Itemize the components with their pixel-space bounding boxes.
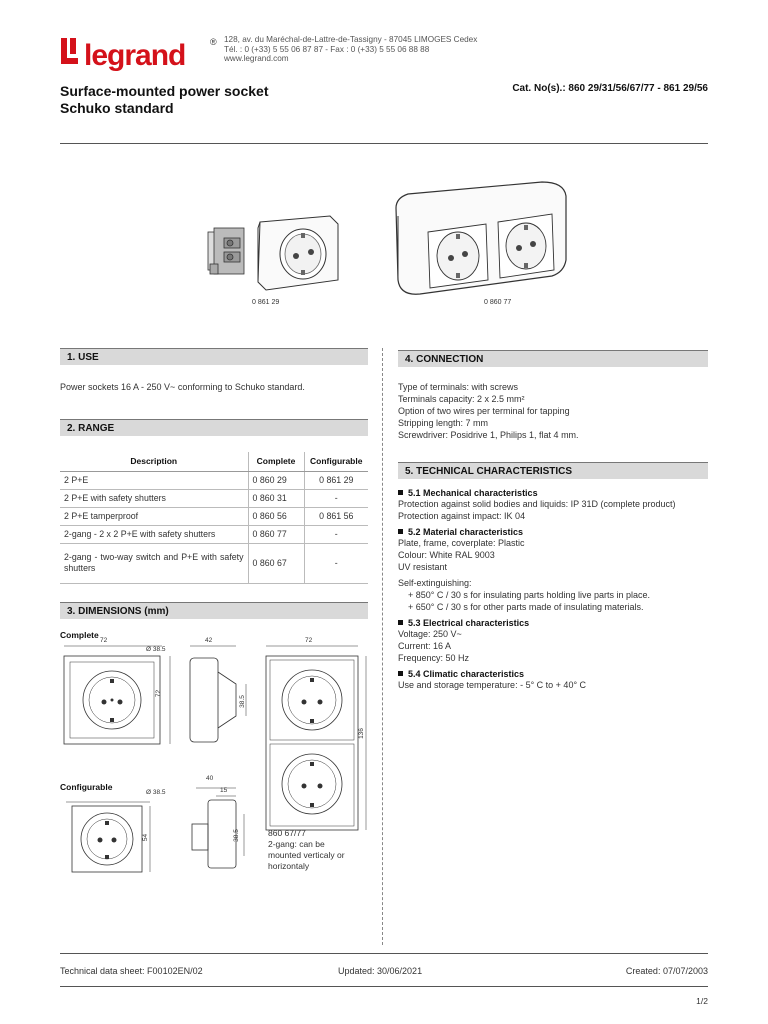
section-connection-heading: 4. CONNECTION — [398, 350, 708, 367]
technical-details — [398, 488, 708, 691]
table-row — [60, 525, 368, 543]
table-row — [60, 489, 368, 507]
dim-385-side: 38.5 — [238, 695, 246, 708]
title-line2: Schuko standard — [60, 100, 174, 116]
note-line: 2-gang: can be — [268, 839, 325, 849]
dim-diameter-complete: Ø 38.5 — [146, 646, 166, 653]
legrand-logo — [60, 34, 220, 74]
table-row — [60, 543, 368, 583]
row-configurable: 0 861 56 — [304, 507, 368, 525]
brand-wordmark: legrand — [84, 39, 186, 72]
footer-divider-bottom — [60, 986, 708, 987]
material-line: Colour: White RAL 9003 — [398, 550, 495, 560]
note-line: 860 67/77 — [268, 828, 306, 838]
electrical-subheading — [398, 618, 708, 628]
material-line: Plate, frame, coverplate: Plastic — [398, 538, 525, 548]
note-line: horizontaly — [268, 861, 310, 871]
dim-height-complete: 72 — [155, 689, 163, 698]
product-image-double — [392, 180, 570, 298]
electrical-line: Frequency: 50 Hz — [398, 653, 470, 663]
dim-width-complete: 72 — [100, 637, 108, 644]
dim-diameter-configurable: Ø 38.5 — [146, 789, 166, 796]
dim-height-configurable: 54 — [142, 833, 150, 842]
product-image-single — [200, 210, 345, 300]
mechanical-title: 5.1 Mechanical characteristics — [408, 488, 538, 498]
registered-mark: ® — [210, 37, 217, 47]
row-complete: 0 860 29 — [248, 471, 304, 489]
note-line: mounted verticaly or — [268, 850, 345, 860]
material-line: + 850° C / 30 s for insulating parts holding live parts in place. — [408, 590, 650, 600]
connection-line: Type of terminals: with screws — [398, 382, 519, 392]
website-link[interactable]: www.legrand.com — [224, 54, 289, 63]
title-line1: Surface-mounted power socket — [60, 83, 269, 99]
dim-height-double: 136 — [357, 728, 365, 739]
row-configurable: 0 861 29 — [304, 471, 368, 489]
connection-line: Stripping length: 7 mm — [398, 418, 489, 428]
electrical-line: Current: 16 A — [398, 641, 452, 651]
use-text: Power sockets 16 A - 250 V~ conforming to Schuko standard. — [60, 382, 305, 392]
connection-details — [398, 381, 579, 441]
row-description: 2-gang - two-way switch and P+E with safety shutters — [60, 543, 248, 583]
complete-label: Complete — [60, 630, 99, 640]
product-caption-right: 0 860 77 — [484, 299, 512, 306]
bullet-square-icon — [398, 671, 403, 676]
phone-fax-line: Tél. : 0 (+33) 5 55 06 87 87 - Fax : 0 (+33) 5 55 06 88 88 — [224, 44, 430, 54]
footer-divider — [60, 953, 708, 954]
footer-sheet-number: Technical data sheet: F00102EN/02 — [60, 966, 203, 976]
row-configurable: - — [304, 489, 368, 507]
configurable-label: Configurable — [60, 782, 113, 792]
row-complete: 0 860 77 — [248, 525, 304, 543]
table-header-row — [60, 452, 368, 471]
material-line: Self-extinguishing: — [398, 578, 472, 588]
footer-created: Created: 07/07/2003 — [625, 966, 708, 976]
row-description: 2 P+E with safety shutters — [60, 489, 248, 507]
bullet-square-icon — [398, 529, 403, 534]
bullet-square-icon — [398, 620, 403, 625]
range-table — [60, 452, 368, 584]
company-address — [224, 35, 477, 64]
table-row — [60, 507, 368, 525]
product-caption-left: 0 861 29 — [252, 299, 280, 306]
dim-width-double: 72 — [305, 637, 313, 644]
climatic-line: Use and storage temperature: - 5° C to + 40° C — [398, 680, 587, 690]
dim-385-configurable: 38.5 — [232, 829, 240, 842]
row-configurable: - — [304, 543, 368, 583]
mechanical-line: Protection against impact: IK 04 — [398, 511, 526, 521]
mechanical-line: Protection against solid bodies and liquids: IP 31D (complete product) — [398, 499, 676, 509]
section-technical-heading: 5. TECHNICAL CHARACTERISTICS — [398, 462, 708, 479]
row-description: 2 P+E — [60, 471, 248, 489]
section-dimensions-heading: 3. DIMENSIONS (mm) — [60, 602, 368, 619]
mechanical-subheading — [398, 488, 708, 498]
bullet-square-icon — [398, 490, 403, 495]
document-title — [60, 83, 269, 117]
row-description: 2-gang - 2 x 2 P+E with safety shutters — [60, 525, 248, 543]
material-line: UV resistant — [398, 562, 448, 572]
connection-line: Screwdriver: Posidrive 1, Philips 1, flat 4 mm. — [398, 430, 579, 440]
address-line: 128, av. du Maréchal-de-Lattre-de-Tassigny - 87045 LIMOGES Cedex — [224, 35, 478, 44]
header-divider — [60, 143, 708, 144]
column-divider — [382, 348, 383, 945]
page-number: 1/2 — [696, 996, 708, 1006]
column-header-description: Description — [60, 452, 248, 471]
table-row — [60, 471, 368, 489]
row-complete: 0 860 56 — [248, 507, 304, 525]
catalog-numbers: Cat. No(s).: 860 29/31/56/67/77 - 861 29/56 — [512, 83, 708, 94]
dim-depth-complete: 42 — [205, 637, 213, 644]
column-header-complete: Complete — [248, 452, 304, 471]
column-header-configurable: Configurable — [304, 452, 368, 471]
row-complete: 0 860 67 — [248, 543, 304, 583]
climatic-title: 5.4 Climatic characteristics — [408, 669, 525, 679]
row-complete: 0 860 31 — [248, 489, 304, 507]
row-description: 2 P+E tamperproof — [60, 507, 248, 525]
section-use-heading: 1. USE — [60, 348, 368, 365]
climatic-subheading — [398, 669, 708, 679]
connection-line: Option of two wires per terminal for tapping — [398, 406, 570, 416]
dim-15: 15 — [220, 787, 228, 794]
electrical-line: Voltage: 250 V~ — [398, 629, 462, 639]
connection-line: Terminals capacity: 2 x 2.5 mm² — [398, 394, 525, 404]
material-line: + 650° C / 30 s for other parts made of insulating materials. — [408, 602, 644, 612]
electrical-title: 5.3 Electrical characteristics — [408, 618, 530, 628]
footer-updated: Updated: 30/06/2021 — [338, 966, 423, 976]
material-title: 5.2 Material characteristics — [408, 527, 524, 537]
two-gang-note — [268, 828, 345, 872]
section-range-heading: 2. RANGE — [60, 419, 368, 436]
row-configurable: - — [304, 525, 368, 543]
dim-depth-configurable: 40 — [206, 775, 214, 782]
material-subheading — [398, 527, 708, 537]
